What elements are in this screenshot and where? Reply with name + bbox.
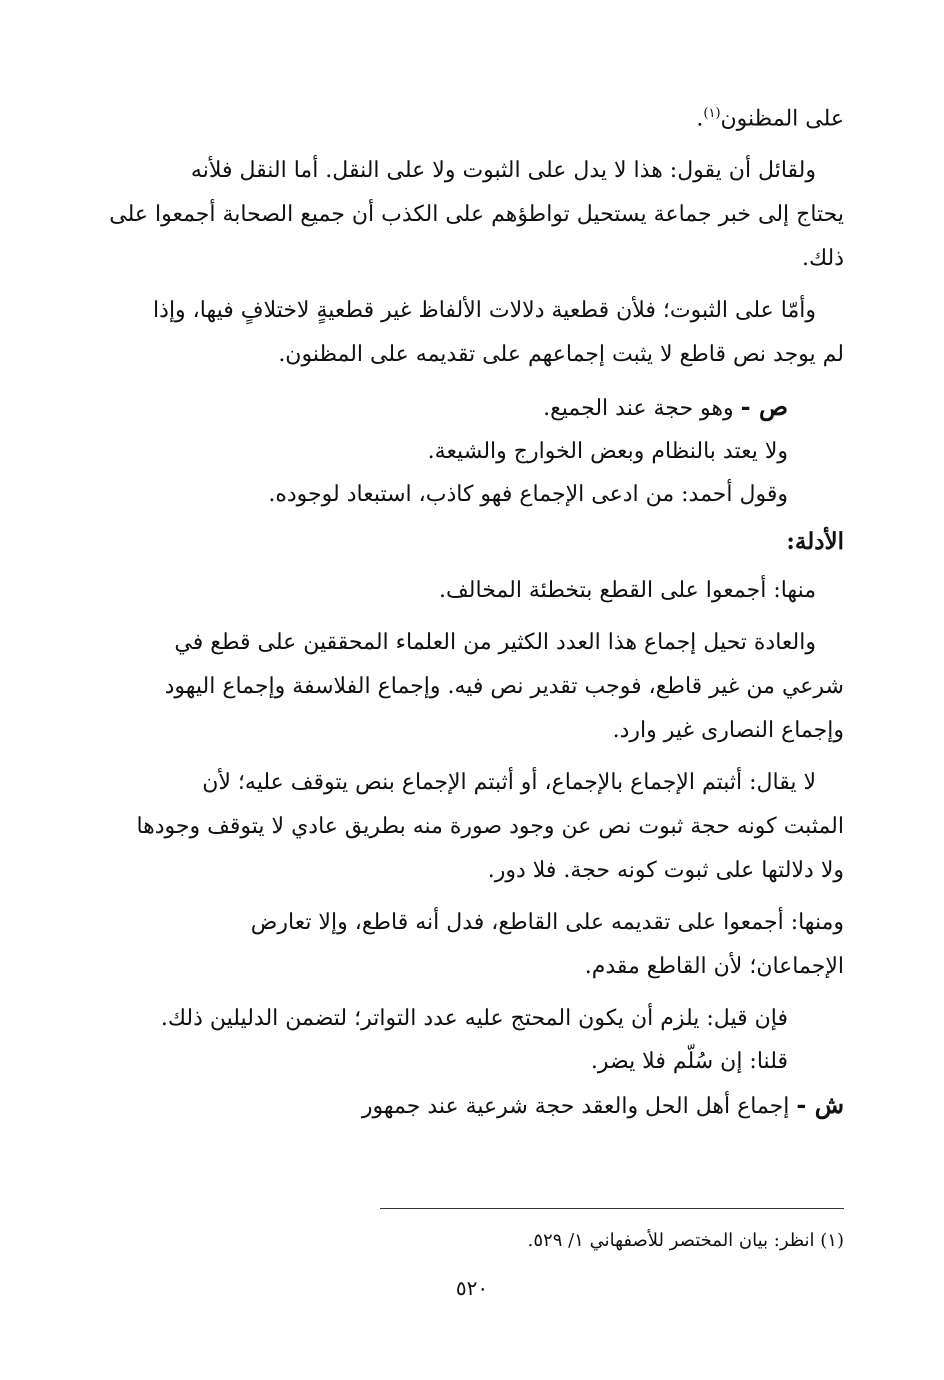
line: ولا يعتد بالنظام وبعض الخوارج والشيعة.: [427, 439, 788, 465]
text: وهو حجة عند الجميع.: [543, 396, 734, 422]
page-body: [72, 92, 844, 1137]
paragraph-4: [72, 621, 844, 753]
line: يحتاج إلى خبر جماعة يستحيل تواطؤهم على الكذب أن جميع الصحابة أجمعوا على: [109, 202, 844, 228]
paragraph-6: [72, 901, 844, 989]
section-mark-s: ص -: [740, 392, 788, 422]
text-section-s: [72, 385, 844, 516]
line: الإجماعان؛ لأن القاطع مقدم.: [584, 954, 844, 980]
line: قلنا: إن سُلّم فلا يضر.: [590, 1049, 788, 1075]
section-mark-sh: ش -: [796, 1090, 844, 1120]
paragraph-3: منها: أجمعوا على القطع بتخطئة المخالف.: [439, 578, 816, 604]
footnote-1: (١) انظر: بيان المختصر للأصفهاني ١/ ٥٢٩.: [527, 1230, 844, 1251]
text: .: [696, 106, 704, 132]
paragraph-1: [72, 149, 844, 281]
line: [72, 385, 788, 430]
line: ذلك.: [801, 246, 844, 272]
section-heading: الأدلة:: [786, 528, 844, 556]
line: ولا دلالتها على ثبوت كونه حجة. فلا دور.: [487, 858, 844, 884]
line: شرعي من غير قاطع، فوجب تقدير نص فيه. وإجماع الفلاسفة وإجماع اليهود: [164, 674, 844, 700]
line: والعادة تحيل إجماع هذا العدد الكثير من العلماء المحققين على قطع في: [174, 630, 816, 656]
line: فإن قيل: يلزم أن يكون المحتج عليه عدد التواتر؛ لتضمن الدليلين ذلك.: [160, 1006, 788, 1032]
line: وأمّا على الثبوت؛ فلأن قطعية دلالات الألفاظ غير قطعيةٍ لاختلافٍ فيها، وإذا: [153, 298, 816, 324]
paragraph-sh: [72, 1083, 844, 1129]
line: ولقائل أن يقول: هذا لا يدل على الثبوت ولا على النقل. أما النقل فلأنه: [190, 158, 816, 184]
line: وإجماع النصارى غير وارد.: [612, 718, 844, 744]
footnote-divider: [380, 1208, 844, 1209]
text: إجماع أهل الحل والعقد حجة شرعية عند جمهور: [361, 1094, 790, 1120]
paragraph-5: [72, 761, 844, 893]
paragraph-0: [72, 92, 844, 141]
text: على المظنون: [720, 106, 844, 132]
line: لا يقال: أثبتم الإجماع بالإجماع، أو أثبتم الإجماع بنص يتوقف عليه؛ لأن: [202, 770, 816, 796]
line: وقول أحمد: من ادعى الإجماع فهو كاذب، استبعاد لوجوده.: [268, 482, 788, 508]
footnotes: [380, 1208, 844, 1255]
line: ومنها: أجمعوا على تقديمه على القاطع، فدل أنه قاطع، وإلا تعارض: [250, 910, 844, 936]
footnote-ref[interactable]: (١): [703, 106, 721, 121]
objection-reply: [72, 997, 844, 1083]
line: المثبت كونه حجة ثبوت نص عن وجود صورة منه بطريق عادي لا يتوقف وجودها: [136, 814, 844, 840]
page-number: ٥٢٠: [455, 1276, 489, 1300]
line: لم يوجد نص قاطع لا يثبت إجماعهم على تقديمه على المظنون.: [278, 342, 844, 368]
paragraph-2: [72, 289, 844, 377]
